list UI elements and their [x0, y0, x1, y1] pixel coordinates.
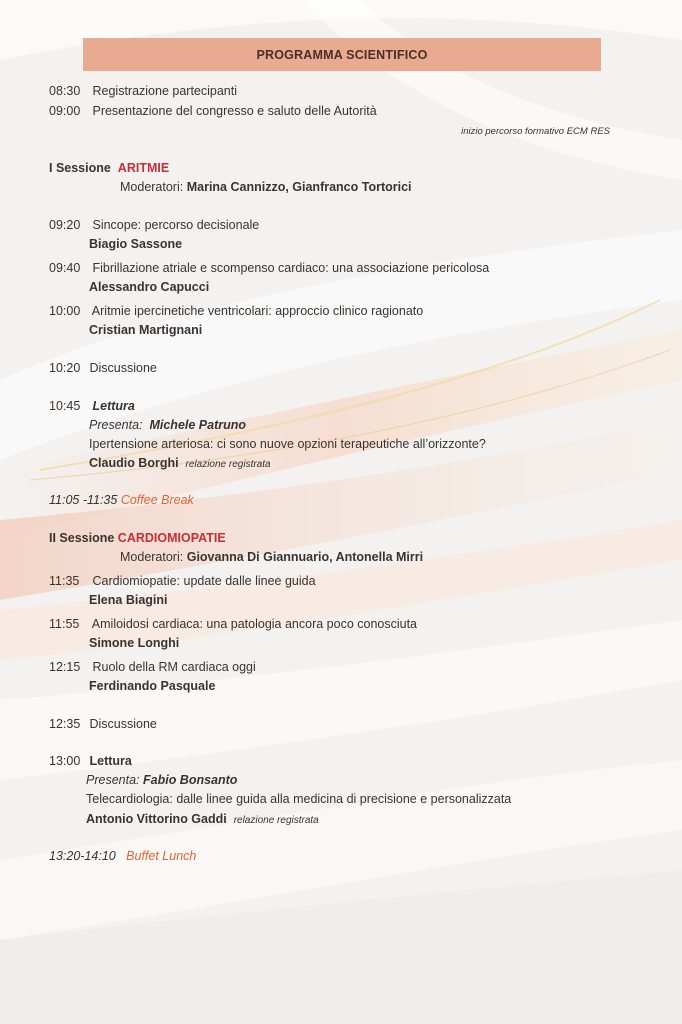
talk-title: Fibrillazione atriale e scompenso cardiaco: una associazione pericolosa [92, 261, 490, 275]
time: 12:15 [49, 660, 81, 674]
speaker-name: Antonio Vittorino Gaddi [86, 812, 227, 826]
speaker: Biagio Sassone [89, 237, 183, 251]
time: 10:45 [49, 399, 81, 413]
break-label: Buffet Lunch [126, 849, 197, 863]
time: 09:20 [49, 218, 81, 232]
break-label: Coffee Break [120, 493, 194, 507]
talk-title: Ruolo della RM cardiaca oggi [92, 660, 256, 674]
talk-title: Cardiomiopatie: update dalle linee guida [92, 574, 316, 588]
speaker-name: Claudio Borghi [89, 456, 179, 470]
presenter [86, 773, 237, 788]
program-title-banner [83, 38, 601, 71]
schedule-row [49, 717, 157, 732]
time: 10:00 [49, 304, 81, 318]
session-label: II Sessione [49, 531, 115, 545]
time: 11:55 [49, 617, 80, 631]
lecture-label: Lettura [92, 399, 135, 413]
moderators-names: Giovanna Di Giannuario, Antonella Mirri [186, 550, 424, 564]
lecture-title: Telecardiologia: dalle linee guida alla medicina di precisione e personalizzata [86, 792, 512, 806]
talk-title: Aritmie ipercinetiche ventricolari: approccio clinico ragionato [91, 304, 424, 318]
schedule-row [49, 660, 256, 675]
item-title: Discussione [89, 717, 157, 731]
schedule-row [49, 399, 135, 414]
coffee-break [49, 493, 194, 508]
schedule-row [49, 261, 489, 276]
presenter-label: Presenta: [89, 418, 143, 432]
break-time: 11:05 -11:35 [49, 493, 118, 507]
moderators [120, 180, 412, 195]
speaker-note: relazione registrata [185, 459, 271, 470]
speaker-note: relazione registrata [233, 815, 319, 826]
time: 09:00 [49, 104, 81, 118]
speaker: Elena Biagini [89, 593, 168, 607]
presenter [89, 418, 246, 433]
ecm-note: inizio percorso formativo ECM RES [461, 126, 610, 137]
presenter-name: Fabio Bonsanto [143, 773, 238, 787]
time: 12:35 [49, 717, 81, 731]
time: 11:35 [49, 574, 80, 588]
lecture-title: Ipertensione arteriosa: ci sono nuove opzioni terapeutiche all’orizzonte? [89, 437, 486, 451]
lecture-label: Lettura [89, 754, 132, 768]
program-title: PROGRAMMA SCIENTIFICO [256, 47, 428, 62]
session-title: ARITMIE [117, 161, 170, 175]
speaker: Alessandro Capucci [89, 280, 210, 294]
time: 13:00 [49, 754, 81, 768]
session-label: I Sessione [49, 161, 111, 175]
talk-title: Sincope: percorso decisionale [92, 218, 260, 232]
time: 10:20 [49, 361, 81, 375]
item-title: Registrazione partecipanti [92, 84, 238, 98]
schedule-row [49, 617, 417, 632]
schedule-row [49, 574, 316, 589]
talk-title: Amiloidosi cardiaca: una patologia ancora poco conosciuta [91, 617, 417, 631]
item-title: Presentazione del congresso e saluto delle Autorità [92, 104, 377, 118]
presenter-name: Michele Patruno [149, 418, 247, 432]
speaker: Ferdinando Pasquale [89, 679, 216, 693]
speaker [86, 812, 319, 828]
schedule-row [49, 304, 423, 319]
moderators-label: Moderatori: [120, 550, 184, 564]
item-title: Discussione [89, 361, 157, 375]
session-heading [49, 161, 169, 176]
schedule-row [49, 104, 377, 119]
break-time: 13:20-14:10 [49, 849, 116, 863]
speaker: Simone Longhi [89, 636, 180, 650]
speaker: Cristian Martignani [89, 323, 203, 337]
time: 08:30 [49, 84, 81, 98]
schedule-row [49, 84, 237, 99]
moderators [120, 550, 423, 565]
schedule-row [49, 218, 259, 233]
lunch-break [49, 849, 196, 864]
presenter-label: Presenta: [86, 773, 140, 787]
time: 09:40 [49, 261, 81, 275]
schedule-row [49, 361, 157, 376]
session-title: CARDIOMIOPATIE [117, 531, 226, 545]
speaker [89, 456, 271, 472]
moderators-label: Moderatori: [120, 180, 184, 194]
schedule-row [49, 754, 132, 769]
session-heading [49, 531, 226, 546]
moderators-names: Marina Cannizzo, Gianfranco Tortorici [186, 180, 412, 194]
